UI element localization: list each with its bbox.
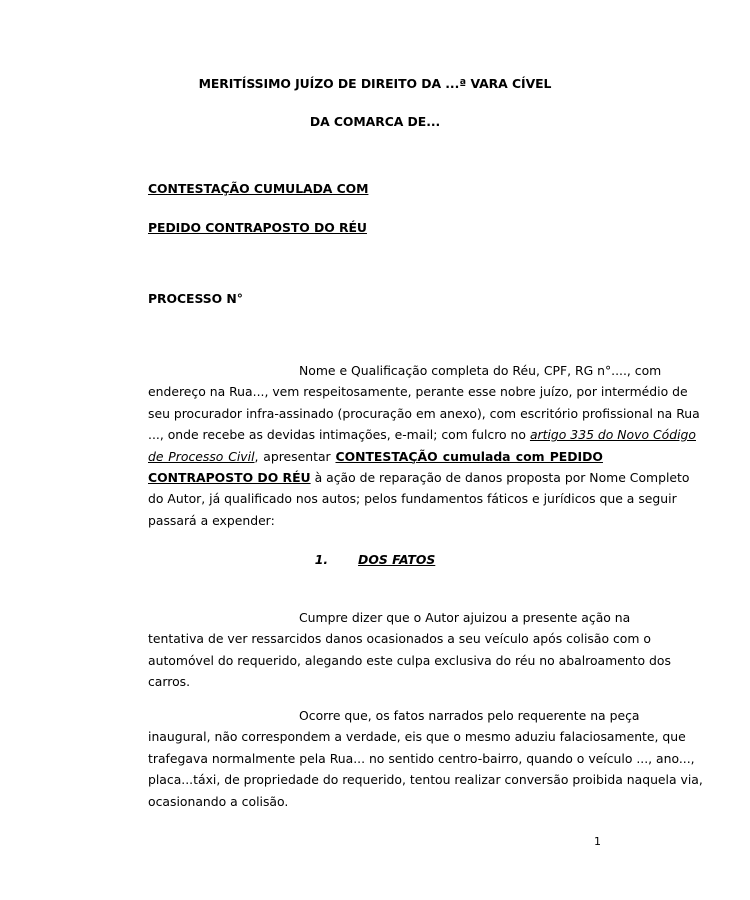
title-line-1: CONTESTAÇÃO CUMULADA COM xyxy=(148,181,369,196)
intro-text: à ação de reparação de danos proposta por Nome Completo xyxy=(310,469,690,485)
facts-line: tentativa de ver ressarcidos danos ocasionados a seu veículo após colisão com o xyxy=(148,631,651,647)
facts-line: carros. xyxy=(148,674,191,690)
intro-line xyxy=(148,446,603,467)
intro-paragraph xyxy=(148,360,700,531)
intro-line: seu procurador infra-assinado (procuração em anexo), com escritório profissional na Rua xyxy=(148,405,700,421)
cpc-article-link: de Processo Civil xyxy=(148,448,255,464)
facts-line: ocasionando a colisão. xyxy=(148,793,289,809)
section-title: DOS FATOS xyxy=(358,552,436,567)
facts-line: Ocorre que, os fatos narrados pelo requerente na peça xyxy=(299,708,640,723)
intro-line: endereço na Rua..., vem respeitosamente, perante esse nobre juízo, por intermédio de xyxy=(148,384,688,400)
intro-line: do Autor, já qualificado nos autos; pelos fundamentos fáticos e jurídicos que a seguir xyxy=(148,491,677,507)
intro-text: , apresentar xyxy=(254,448,331,464)
section-number: 1. xyxy=(314,552,329,567)
intro-text: ..., onde recebe as devidas intimações, e-mail; com fulcro no xyxy=(148,427,526,443)
contestacao-emphasis: CONTESTAÇÃO cumulada com PEDIDO xyxy=(335,448,603,464)
page-number: 1 xyxy=(594,835,601,848)
section-heading-dos-fatos xyxy=(0,552,750,567)
facts-paragraph-2 xyxy=(148,705,703,812)
facts-line: Cumpre dizer que o Autor ajuizou a presente ação na xyxy=(299,610,631,625)
title-line-2: PEDIDO CONTRAPOSTO DO RÉU xyxy=(148,220,367,235)
intro-line xyxy=(148,424,696,445)
intro-line xyxy=(148,467,690,488)
facts-line: trafegava normalmente pela Rua... no sentido centro-bairro, quando o veículo ..., ano..., xyxy=(148,750,695,766)
process-number-label: PROCESSO N° xyxy=(148,291,243,306)
cpc-article-link: artigo 335 do Novo Código xyxy=(529,427,696,443)
intro-line: Nome e Qualificação completa do Réu, CPF, RG n°...., com xyxy=(299,363,662,378)
court-line-1: MERITÍSSIMO JUÍZO DE DIREITO DA ...ª VARA CÍVEL xyxy=(198,76,552,91)
facts-line: placa...táxi, de propriedade do requerido, tentou realizar conversão proibida naquela via, xyxy=(148,772,703,788)
facts-paragraph-1 xyxy=(148,607,671,693)
contestacao-emphasis: CONTRAPOSTO DO RÉU xyxy=(148,469,311,485)
facts-line: automóvel do requerido, alegando este culpa exclusiva do réu no abalroamento dos xyxy=(148,652,671,668)
intro-line: passará a expender: xyxy=(148,512,275,528)
facts-line: inaugural, não correspondem a verdade, eis que o mesmo aduziu falaciosamente, que xyxy=(148,729,686,745)
court-line-2: DA COMARCA DE... xyxy=(309,114,441,129)
